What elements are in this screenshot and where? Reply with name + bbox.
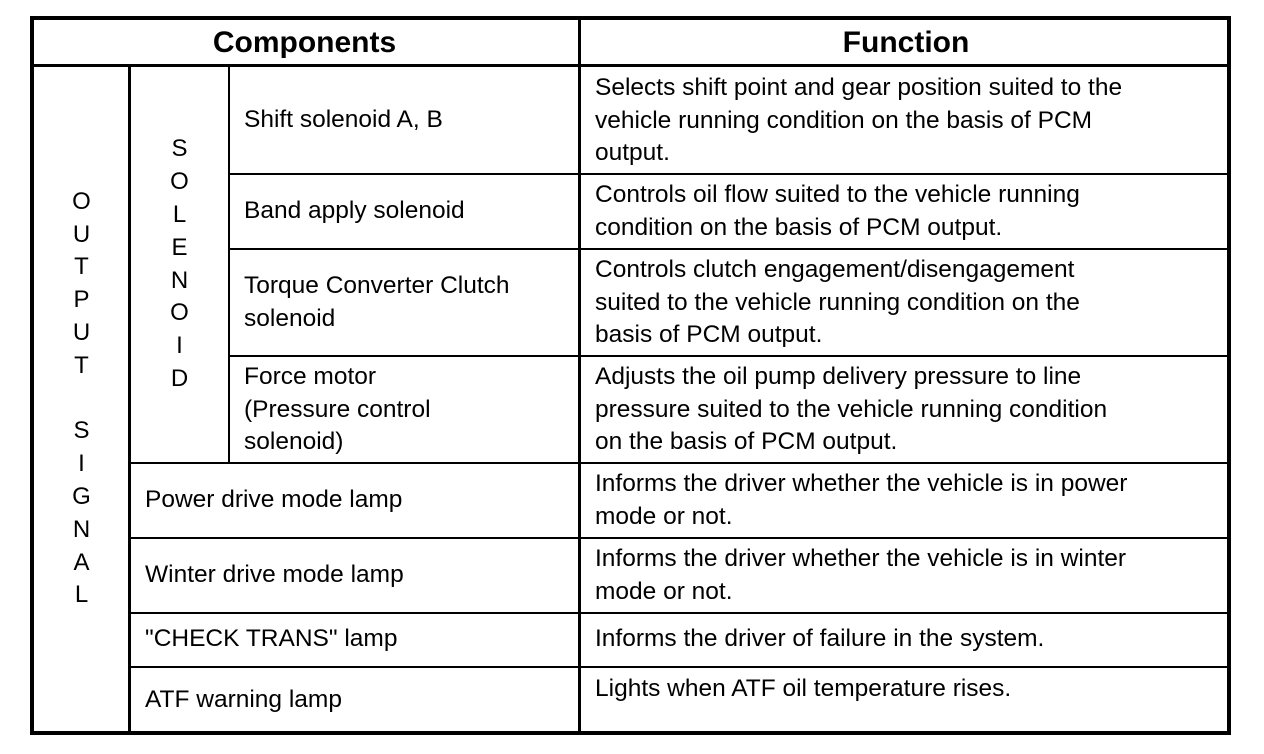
vertical-letter: S xyxy=(171,135,188,163)
component-cell: Winter drive mode lamp xyxy=(145,561,404,588)
function-cell xyxy=(595,72,1225,170)
component-cell xyxy=(244,270,574,335)
text-line: output. xyxy=(595,139,670,166)
text-line: vehicle running condition on the basis of PCM xyxy=(595,106,1093,134)
function-cell xyxy=(595,254,1225,352)
row-divider xyxy=(129,537,1231,539)
vertical-letter: S xyxy=(73,417,90,445)
text-line: mode or not. xyxy=(595,502,733,530)
vertical-letter: O xyxy=(170,168,189,196)
text-line: Shift solenoid A, B xyxy=(244,106,443,133)
function-cell xyxy=(595,543,1225,608)
row-divider xyxy=(229,355,1231,357)
header-components: Components xyxy=(212,26,397,59)
row-divider xyxy=(129,612,1231,614)
vertical-letter: T xyxy=(74,253,89,281)
text-line: Controls oil flow suited to the vehicle running xyxy=(595,181,1080,208)
text-line: on the basis of PCM output. xyxy=(595,428,898,455)
text-line: Lights when ATF oil temperature rises. xyxy=(595,675,1012,702)
function-cell xyxy=(595,623,1225,656)
column-divider-subgroup xyxy=(228,66,230,463)
components-function-table xyxy=(30,16,1231,735)
text-line: Band apply solenoid xyxy=(244,197,465,224)
vertical-letter: U xyxy=(72,319,91,346)
text-line: basis of PCM output. xyxy=(595,321,823,348)
row-divider xyxy=(229,248,1231,250)
vertical-letter: O xyxy=(72,187,91,215)
output-signal-label xyxy=(34,67,129,731)
text-line: Informs the driver of failure in the system. xyxy=(595,625,1045,652)
text-line: Force motor xyxy=(244,363,377,390)
text-line: solenoid) xyxy=(244,428,344,455)
function-cell xyxy=(595,468,1225,533)
text-line: Torque Converter Clutch xyxy=(244,272,510,299)
vertical-letter: E xyxy=(171,233,188,261)
function-cell xyxy=(595,179,1225,244)
row-divider xyxy=(129,666,1231,668)
header-function: Function xyxy=(842,26,970,59)
text-line: Selects shift point and gear position suited to the xyxy=(595,74,1123,101)
component-cell: Power drive mode lamp xyxy=(145,486,403,513)
text-line: Informs the driver whether the vehicle is in power xyxy=(595,470,1128,497)
column-divider-main xyxy=(578,16,581,735)
text-line: pressure suited to the vehicle running condition xyxy=(595,395,1108,423)
function-cell xyxy=(595,361,1225,459)
component-cell xyxy=(244,195,574,228)
vertical-letter: O xyxy=(170,299,189,327)
vertical-letter: N xyxy=(72,515,91,543)
text-line: (Pressure control xyxy=(244,395,431,423)
function-cell xyxy=(595,673,1225,706)
vertical-letter: L xyxy=(172,200,187,228)
vertical-letter: P xyxy=(73,286,90,314)
vertical-letter: G xyxy=(72,482,91,510)
vertical-letter: A xyxy=(73,548,90,576)
text-line: solenoid xyxy=(244,304,336,332)
text-line: Controls clutch engagement/disengagement xyxy=(595,256,1075,283)
vertical-letter: L xyxy=(74,581,89,609)
component-cell xyxy=(244,104,574,137)
solenoid-label xyxy=(131,67,228,462)
vertical-letter: T xyxy=(74,351,89,379)
row-divider xyxy=(229,173,1231,175)
component-cell: "CHECK TRANS" lamp xyxy=(145,625,398,652)
vertical-letter: I xyxy=(176,332,183,360)
row-divider xyxy=(129,462,1231,464)
vertical-letter: U xyxy=(72,220,91,248)
component-cell xyxy=(244,361,574,459)
text-line: Informs the driver whether the vehicle is in winter xyxy=(595,545,1127,572)
text-line: mode or not. xyxy=(595,577,733,605)
vertical-letter: I xyxy=(78,450,85,478)
component-cell: ATF warning lamp xyxy=(145,686,342,713)
text-line: condition on the basis of PCM output. xyxy=(595,213,1003,241)
text-line: suited to the vehicle running condition on the xyxy=(595,288,1080,316)
text-line: Adjusts the oil pump delivery pressure to line xyxy=(595,363,1082,390)
vertical-letter: N xyxy=(170,266,189,294)
vertical-letter: D xyxy=(170,364,189,392)
